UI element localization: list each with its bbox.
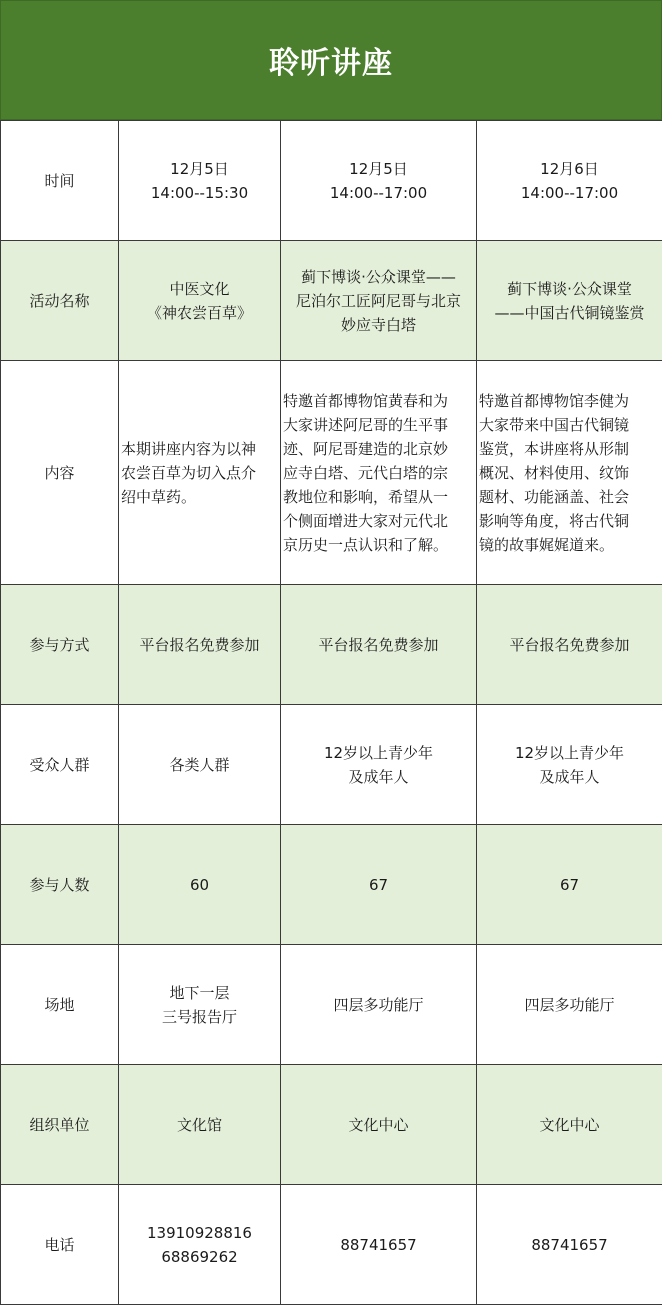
row-organizer <box>1 1065 662 1185</box>
cell-time-3 <box>477 121 662 241</box>
cell-line: 教地位和影响，希望从一 <box>283 485 474 509</box>
cell-line: 《神农尝百草》 <box>121 301 278 325</box>
row-label: 参与方式 <box>1 585 119 705</box>
cell-venue-2 <box>281 945 477 1065</box>
cell-line: 及成年人 <box>479 765 660 789</box>
cell-line: 特邀首都博物馆李健为 <box>479 389 660 413</box>
cell-organizer-2 <box>281 1065 477 1185</box>
row-label: 场地 <box>1 945 119 1065</box>
cell-line: 88741657 <box>479 1233 660 1257</box>
cell-line: 地下一层 <box>121 981 278 1005</box>
cell-attendance-1 <box>119 825 281 945</box>
cell-line: 绍中草药。 <box>121 485 278 509</box>
cell-line: 文化中心 <box>283 1113 474 1137</box>
cell-line: 迹、阿尼哥建造的北京妙 <box>283 437 474 461</box>
cell-line: 12月6日 <box>479 157 660 181</box>
cell-line: 蓟下博谈·公众课堂—— <box>283 265 474 289</box>
row-time <box>1 121 662 241</box>
cell-line: 农尝百草为切入点介 <box>121 461 278 485</box>
cell-line: 平台报名免费参加 <box>479 633 660 657</box>
row-attendance <box>1 825 662 945</box>
cell-content-1 <box>119 361 281 585</box>
cell-time-1 <box>119 121 281 241</box>
cell-content-2 <box>281 361 477 585</box>
cell-line: 应寺白塔、元代白塔的宗 <box>283 461 474 485</box>
title-banner <box>0 0 662 120</box>
cell-line: 13910928816 <box>121 1221 278 1245</box>
cell-line: 中医文化 <box>121 277 278 301</box>
cell-line: 14:00--17:00 <box>479 181 660 205</box>
row-label: 活动名称 <box>1 241 119 361</box>
cell-line: 14:00--17:00 <box>283 181 474 205</box>
cell-activity-name-2 <box>281 241 477 361</box>
cell-activity-name-1 <box>119 241 281 361</box>
row-participation-method <box>1 585 662 705</box>
cell-participation-method-2 <box>281 585 477 705</box>
cell-line: ——中国古代铜镜鉴赏 <box>479 301 660 325</box>
cell-line: 京历史一点认识和了解。 <box>283 533 474 557</box>
cell-line: 68869262 <box>121 1245 278 1269</box>
row-audience <box>1 705 662 825</box>
cell-line: 及成年人 <box>283 765 474 789</box>
cell-venue-3 <box>477 945 662 1065</box>
row-venue <box>1 945 662 1065</box>
cell-phone-3 <box>477 1185 662 1305</box>
cell-phone-2 <box>281 1185 477 1305</box>
cell-attendance-2 <box>281 825 477 945</box>
cell-attendance-3 <box>477 825 662 945</box>
cell-organizer-1 <box>119 1065 281 1185</box>
cell-line: 概况、材料使用、纹饰 <box>479 461 660 485</box>
cell-organizer-3 <box>477 1065 662 1185</box>
cell-line: 文化馆 <box>121 1113 278 1137</box>
cell-line: 12月5日 <box>121 157 278 181</box>
cell-line: 三号报告厅 <box>121 1005 278 1029</box>
row-phone <box>1 1185 662 1305</box>
cell-line: 文化中心 <box>479 1113 660 1137</box>
cell-line: 12岁以上青少年 <box>479 741 660 765</box>
page-title: 聆听讲座 <box>269 38 393 82</box>
cell-line: 妙应寺白塔 <box>283 313 474 337</box>
cell-line: 尼泊尔工匠阿尼哥与北京 <box>283 289 474 313</box>
row-label: 电话 <box>1 1185 119 1305</box>
cell-phone-1 <box>119 1185 281 1305</box>
cell-line: 特邀首都博物馆黄春和为 <box>283 389 474 413</box>
cell-line: 四层多功能厅 <box>479 993 660 1017</box>
cell-line: 鉴赏，本讲座将从形制 <box>479 437 660 461</box>
cell-audience-3 <box>477 705 662 825</box>
lecture-table <box>0 120 662 1305</box>
cell-line: 影响等角度，将古代铜 <box>479 509 660 533</box>
cell-line: 67 <box>283 873 474 897</box>
cell-line: 平台报名免费参加 <box>121 633 278 657</box>
row-label: 组织单位 <box>1 1065 119 1185</box>
cell-line: 大家讲述阿尼哥的生平事 <box>283 413 474 437</box>
row-label: 内容 <box>1 361 119 585</box>
cell-line: 各类人群 <box>121 753 278 777</box>
cell-venue-1 <box>119 945 281 1065</box>
cell-line: 14:00--15:30 <box>121 181 278 205</box>
cell-line: 镜的故事娓娓道来。 <box>479 533 660 557</box>
row-label: 参与人数 <box>1 825 119 945</box>
cell-line: 蓟下博谈·公众课堂 <box>479 277 660 301</box>
cell-activity-name-3 <box>477 241 662 361</box>
cell-content-3 <box>477 361 662 585</box>
cell-line: 个侧面增进大家对元代北 <box>283 509 474 533</box>
cell-line: 12岁以上青少年 <box>283 741 474 765</box>
row-label: 受众人群 <box>1 705 119 825</box>
cell-participation-method-3 <box>477 585 662 705</box>
cell-time-2 <box>281 121 477 241</box>
row-content <box>1 361 662 585</box>
cell-line: 题材、功能涵盖、社会 <box>479 485 660 509</box>
cell-line: 67 <box>479 873 660 897</box>
cell-participation-method-1 <box>119 585 281 705</box>
cell-line: 四层多功能厅 <box>283 993 474 1017</box>
cell-audience-2 <box>281 705 477 825</box>
cell-line: 平台报名免费参加 <box>283 633 474 657</box>
row-activity-name <box>1 241 662 361</box>
cell-line: 88741657 <box>283 1233 474 1257</box>
cell-line: 12月5日 <box>283 157 474 181</box>
cell-line: 60 <box>121 873 278 897</box>
cell-line: 本期讲座内容为以神 <box>121 437 278 461</box>
cell-line: 大家带来中国古代铜镜 <box>479 413 660 437</box>
cell-audience-1 <box>119 705 281 825</box>
row-label: 时间 <box>1 121 119 241</box>
